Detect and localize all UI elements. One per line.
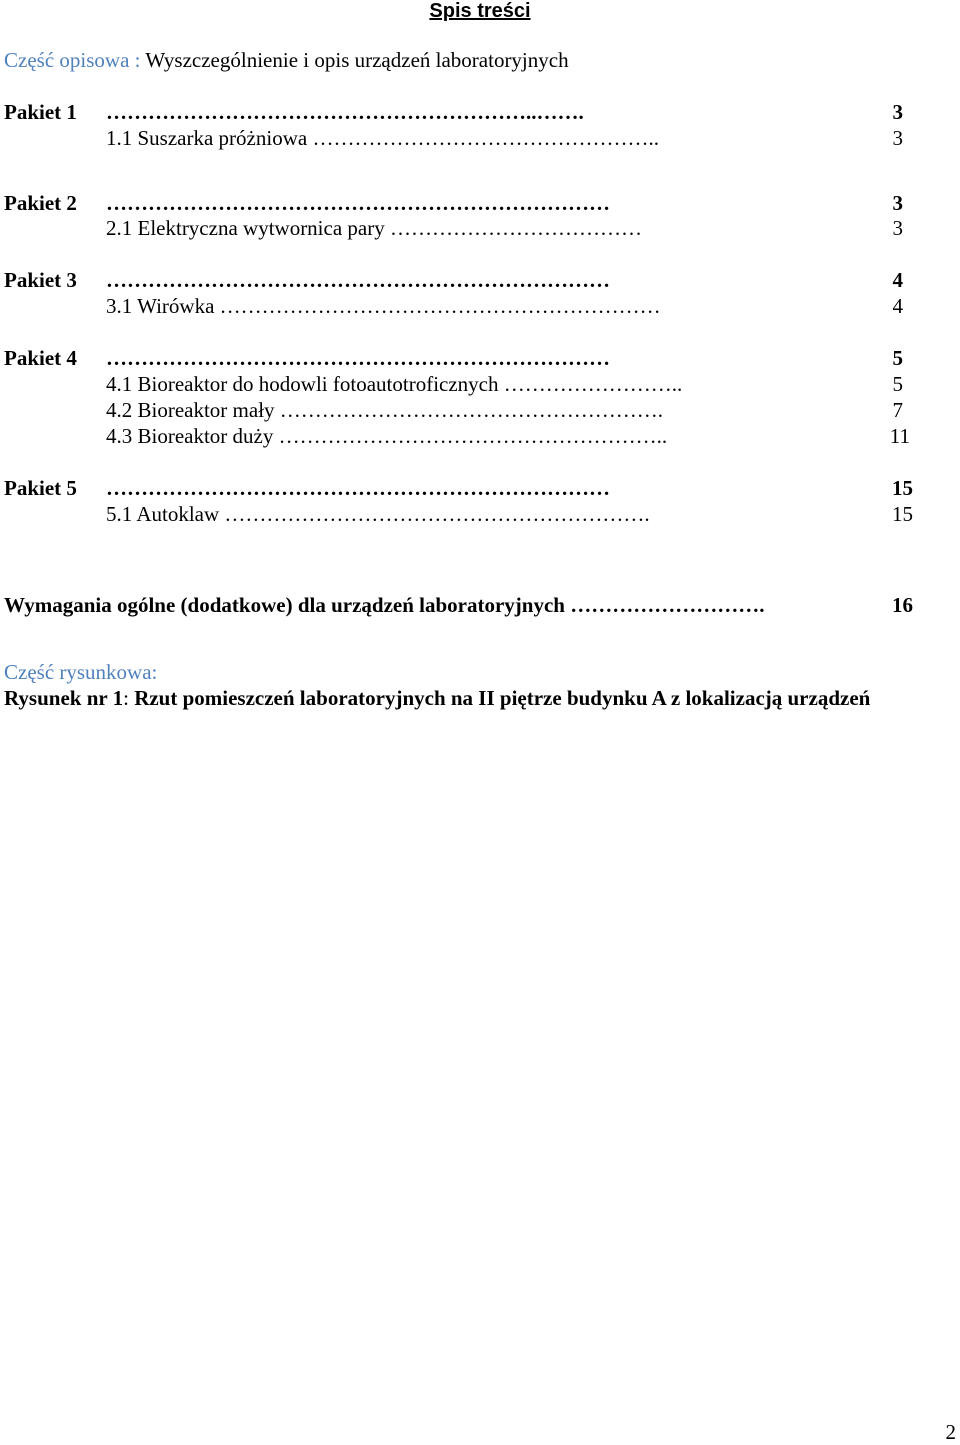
toc-entry-1-1: [106, 126, 659, 151]
toc-entry-4-3: [106, 424, 667, 449]
toc-entry-3-1-page: 4: [892, 294, 903, 318]
package-2-leader-dots: ………………………………………………………………: [106, 191, 610, 215]
package-3-page: 4: [892, 268, 903, 292]
toc-entry-2-1: [106, 216, 642, 241]
requirements-dots: ……………………….: [570, 593, 765, 617]
page-number: 2: [945, 1420, 956, 1444]
drawing-entry-separator: :: [123, 686, 135, 710]
toc-entry-4-3-page: 11: [889, 424, 910, 448]
toc-entry-4-2-page: 7: [892, 398, 903, 422]
package-3-leader-dots: ………………………………………………………………: [106, 268, 610, 292]
package-4-leader-dots: ………………………………………………………………: [106, 346, 610, 370]
toc-entry-dots: ……………………..: [503, 372, 683, 396]
toc-entry-dots: …………………………………………………….: [224, 502, 650, 526]
descriptive-section-text: Wyszczególnienie i opis urządzeń laboratoryjnych: [145, 48, 569, 72]
toc-entry-dots: ………………………………………………..: [278, 424, 668, 448]
toc-entry-dots: ………………………………: [389, 216, 642, 240]
descriptive-section-heading: [4, 48, 569, 73]
drawings-section-heading: Część rysunkowa:: [4, 660, 158, 684]
requirements-text: Wymagania ogólne (dodatkowe) dla urządzeń laboratoryjnych: [4, 593, 571, 617]
toc-entry-3-1: [106, 294, 661, 319]
requirements-page: 16: [892, 593, 913, 617]
toc-entry-1-1-page: 3: [892, 126, 903, 150]
drawing-entry-1: [4, 686, 870, 711]
toc-entry-text: 4.2 Bioreaktor mały: [106, 398, 280, 422]
page-title: Spis treści: [429, 0, 531, 22]
toc-entry-5-1: [106, 502, 650, 527]
toc-entry-dots: ………………………………………………………: [219, 294, 661, 318]
package-1-page: 3: [892, 100, 903, 124]
toc-entry-2-1-page: 3: [892, 216, 903, 240]
drawing-entry-label: Rysunek nr 1: [4, 686, 124, 710]
toc-entry-text: 5.1 Autoklaw: [106, 502, 225, 526]
toc-entry-dots: …………………………………………..: [312, 126, 659, 150]
package-4-page: 5: [892, 346, 903, 370]
toc-entry-text: 2.1 Elektryczna wytwornica pary: [106, 216, 390, 240]
package-2-page: 3: [892, 191, 903, 215]
toc-entry-4-2: [106, 398, 663, 423]
toc-entry-text: 1.1 Suszarka próżniowa: [106, 126, 313, 150]
package-1-leader-dots: ……………………………………………………..…….: [106, 100, 584, 124]
toc-entry-4-1: [106, 372, 682, 397]
descriptive-section-label: Część opisowa :: [4, 48, 141, 72]
toc-entry-text: 3.1 Wirówka: [106, 294, 220, 318]
toc-entry-dots: ……………………………………………….: [279, 398, 664, 422]
package-1-label: Pakiet 1: [4, 100, 77, 124]
package-5-leader-dots: ………………………………………………………………: [106, 476, 610, 500]
drawing-entry-text: Rzut pomieszczeń laboratoryjnych na II piętrze budynku A z lokalizacją urządzeń: [134, 686, 871, 710]
package-4-label: Pakiet 4: [4, 346, 77, 370]
toc-entry-text: 4.3 Bioreaktor duży: [106, 424, 279, 448]
package-5-page: 15: [892, 476, 913, 500]
toc-entry-4-1-page: 5: [892, 372, 903, 396]
package-2-label: Pakiet 2: [4, 191, 77, 215]
package-3-label: Pakiet 3: [4, 268, 77, 292]
requirements-entry: [4, 593, 764, 618]
toc-entry-text: 4.1 Bioreaktor do hodowli fotoautotroficznych: [106, 372, 504, 396]
package-5-label: Pakiet 5: [4, 476, 77, 500]
toc-entry-5-1-page: 15: [892, 502, 913, 526]
